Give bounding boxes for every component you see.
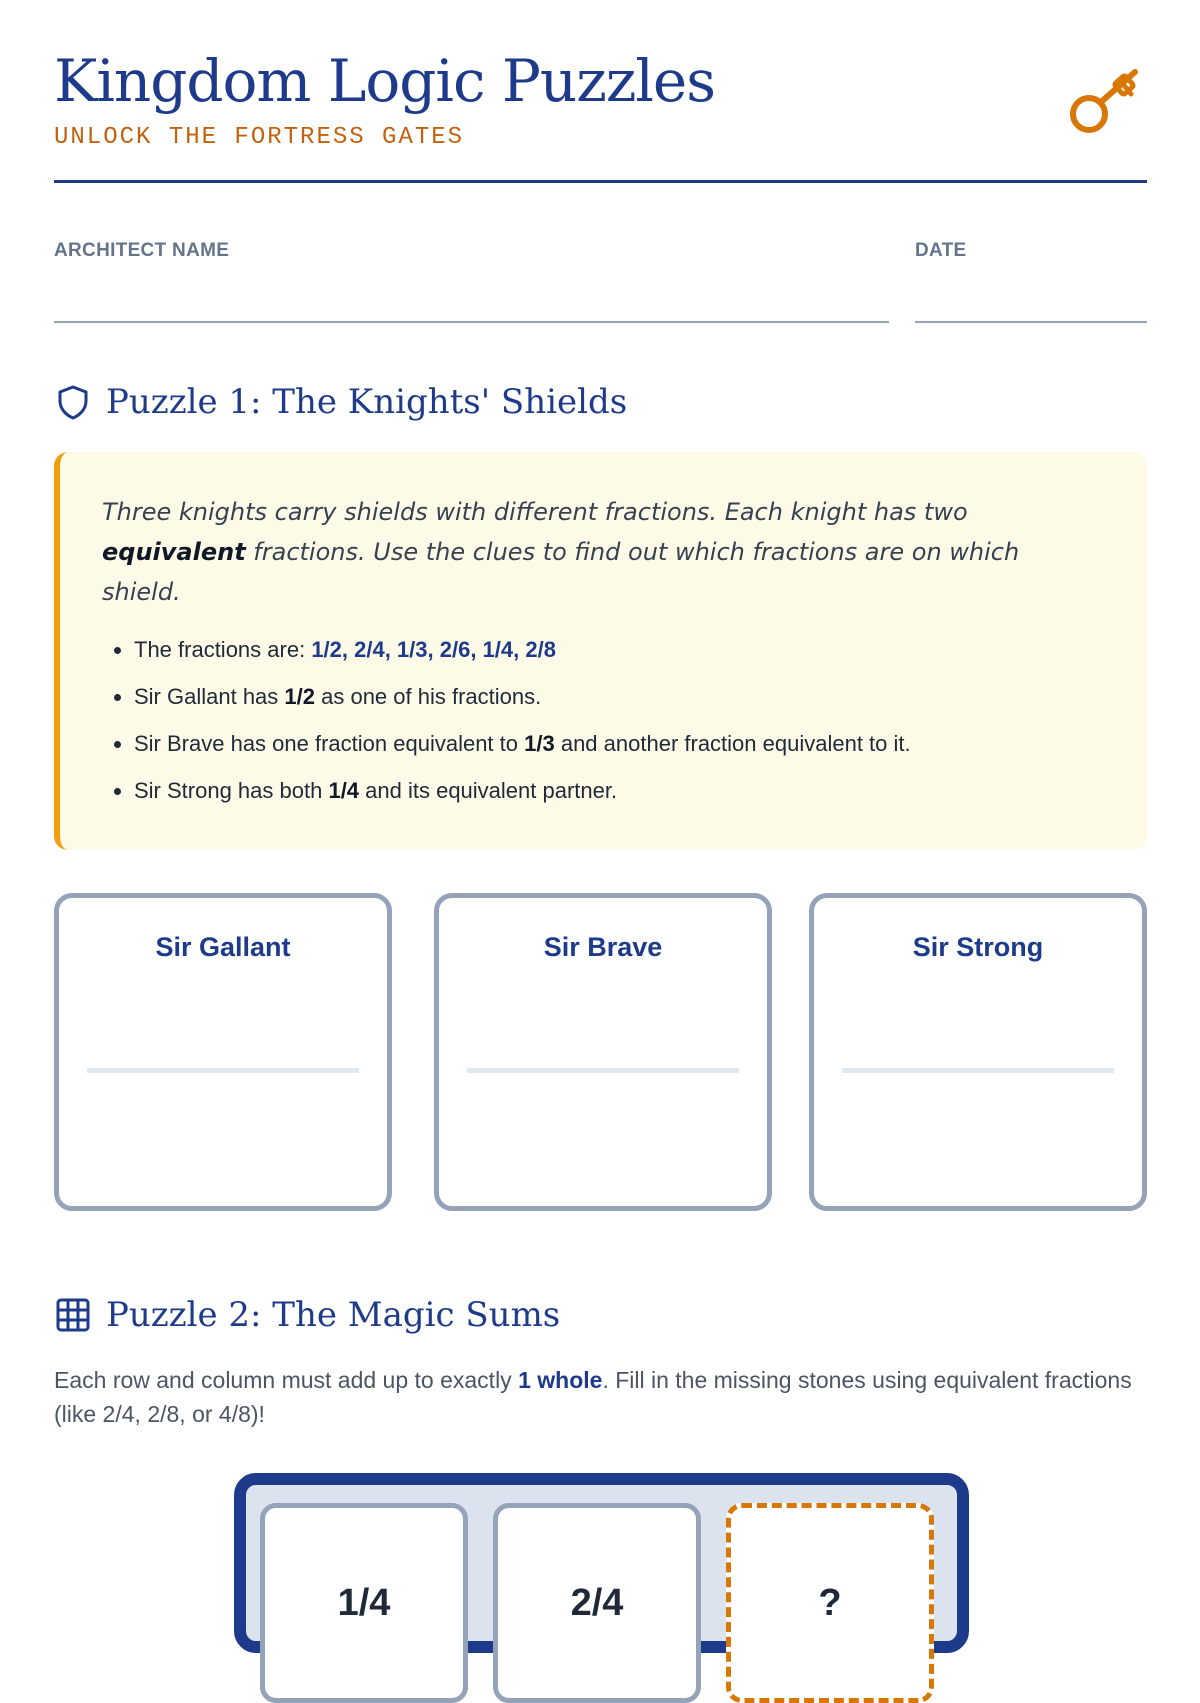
puzzle2-title: Puzzle 2: The Magic Sums <box>106 1295 561 1335</box>
list-item: • Sir Gallant has 1/2 as one of his fractions. <box>134 673 1103 720</box>
puzzle1-heading <box>54 382 627 422</box>
architect-name-field[interactable] <box>54 321 889 323</box>
list-item: • Sir Strong has both 1/4 and its equivalent partner. <box>134 767 1103 814</box>
shield-divider <box>467 1068 739 1073</box>
missing-stone-cell[interactable]: ? <box>726 1503 934 1703</box>
shield-divider <box>842 1068 1114 1073</box>
page-subtitle: UNLOCK THE FORTRESS GATES <box>54 124 465 151</box>
header-divider <box>54 180 1147 183</box>
knight-name: Sir Brave <box>543 932 663 962</box>
puzzle2-heading <box>54 1295 560 1335</box>
grid-cell: 1/4 <box>260 1503 468 1703</box>
clue-list <box>102 626 1103 814</box>
date-label: DATE <box>915 240 967 261</box>
clue-intro: Three knights carry shields with different fractions. Each knight has two equivalent fractions. Use the clues to find out which fractions are on which shield. <box>102 498 1020 606</box>
knight-name: Sir Gallant <box>155 932 291 962</box>
puzzle2-description: Each row and column must add up to exactly 1 whole. Fill in the missing stones using equivalent fractions (like 2/4, 2/8, or 4/8)! <box>54 1367 1132 1427</box>
grid-icon <box>54 1296 92 1334</box>
equivalent-word: equivalent <box>102 538 246 566</box>
knight-name: Sir Strong <box>912 932 1044 962</box>
list-item: • The fractions are: 1/2, 2/4, 1/3, 2/6, 1/4, 2/8 <box>134 626 1103 673</box>
grid-cell: 2/4 <box>493 1503 701 1703</box>
shield-card-brave[interactable] <box>434 893 772 1211</box>
clue-box <box>54 452 1147 850</box>
list-item: • Sir Brave has one fraction equivalent to 1/3 and another fraction equivalent to it. <box>134 720 1103 767</box>
key-icon <box>1067 62 1147 142</box>
shield-icon <box>54 383 92 421</box>
page-title: Kingdom Logic Puzzles <box>54 47 716 115</box>
shield-divider <box>87 1068 359 1073</box>
shield-card-strong[interactable] <box>809 893 1147 1211</box>
architect-name-label: ARCHITECT NAME <box>54 240 230 261</box>
magic-sum-grid <box>234 1473 969 1653</box>
shield-card-gallant[interactable] <box>54 893 392 1211</box>
date-field[interactable] <box>915 321 1147 323</box>
puzzle1-title: Puzzle 1: The Knights' Shields <box>106 382 628 422</box>
worksheet-page <box>54 0 1147 1624</box>
